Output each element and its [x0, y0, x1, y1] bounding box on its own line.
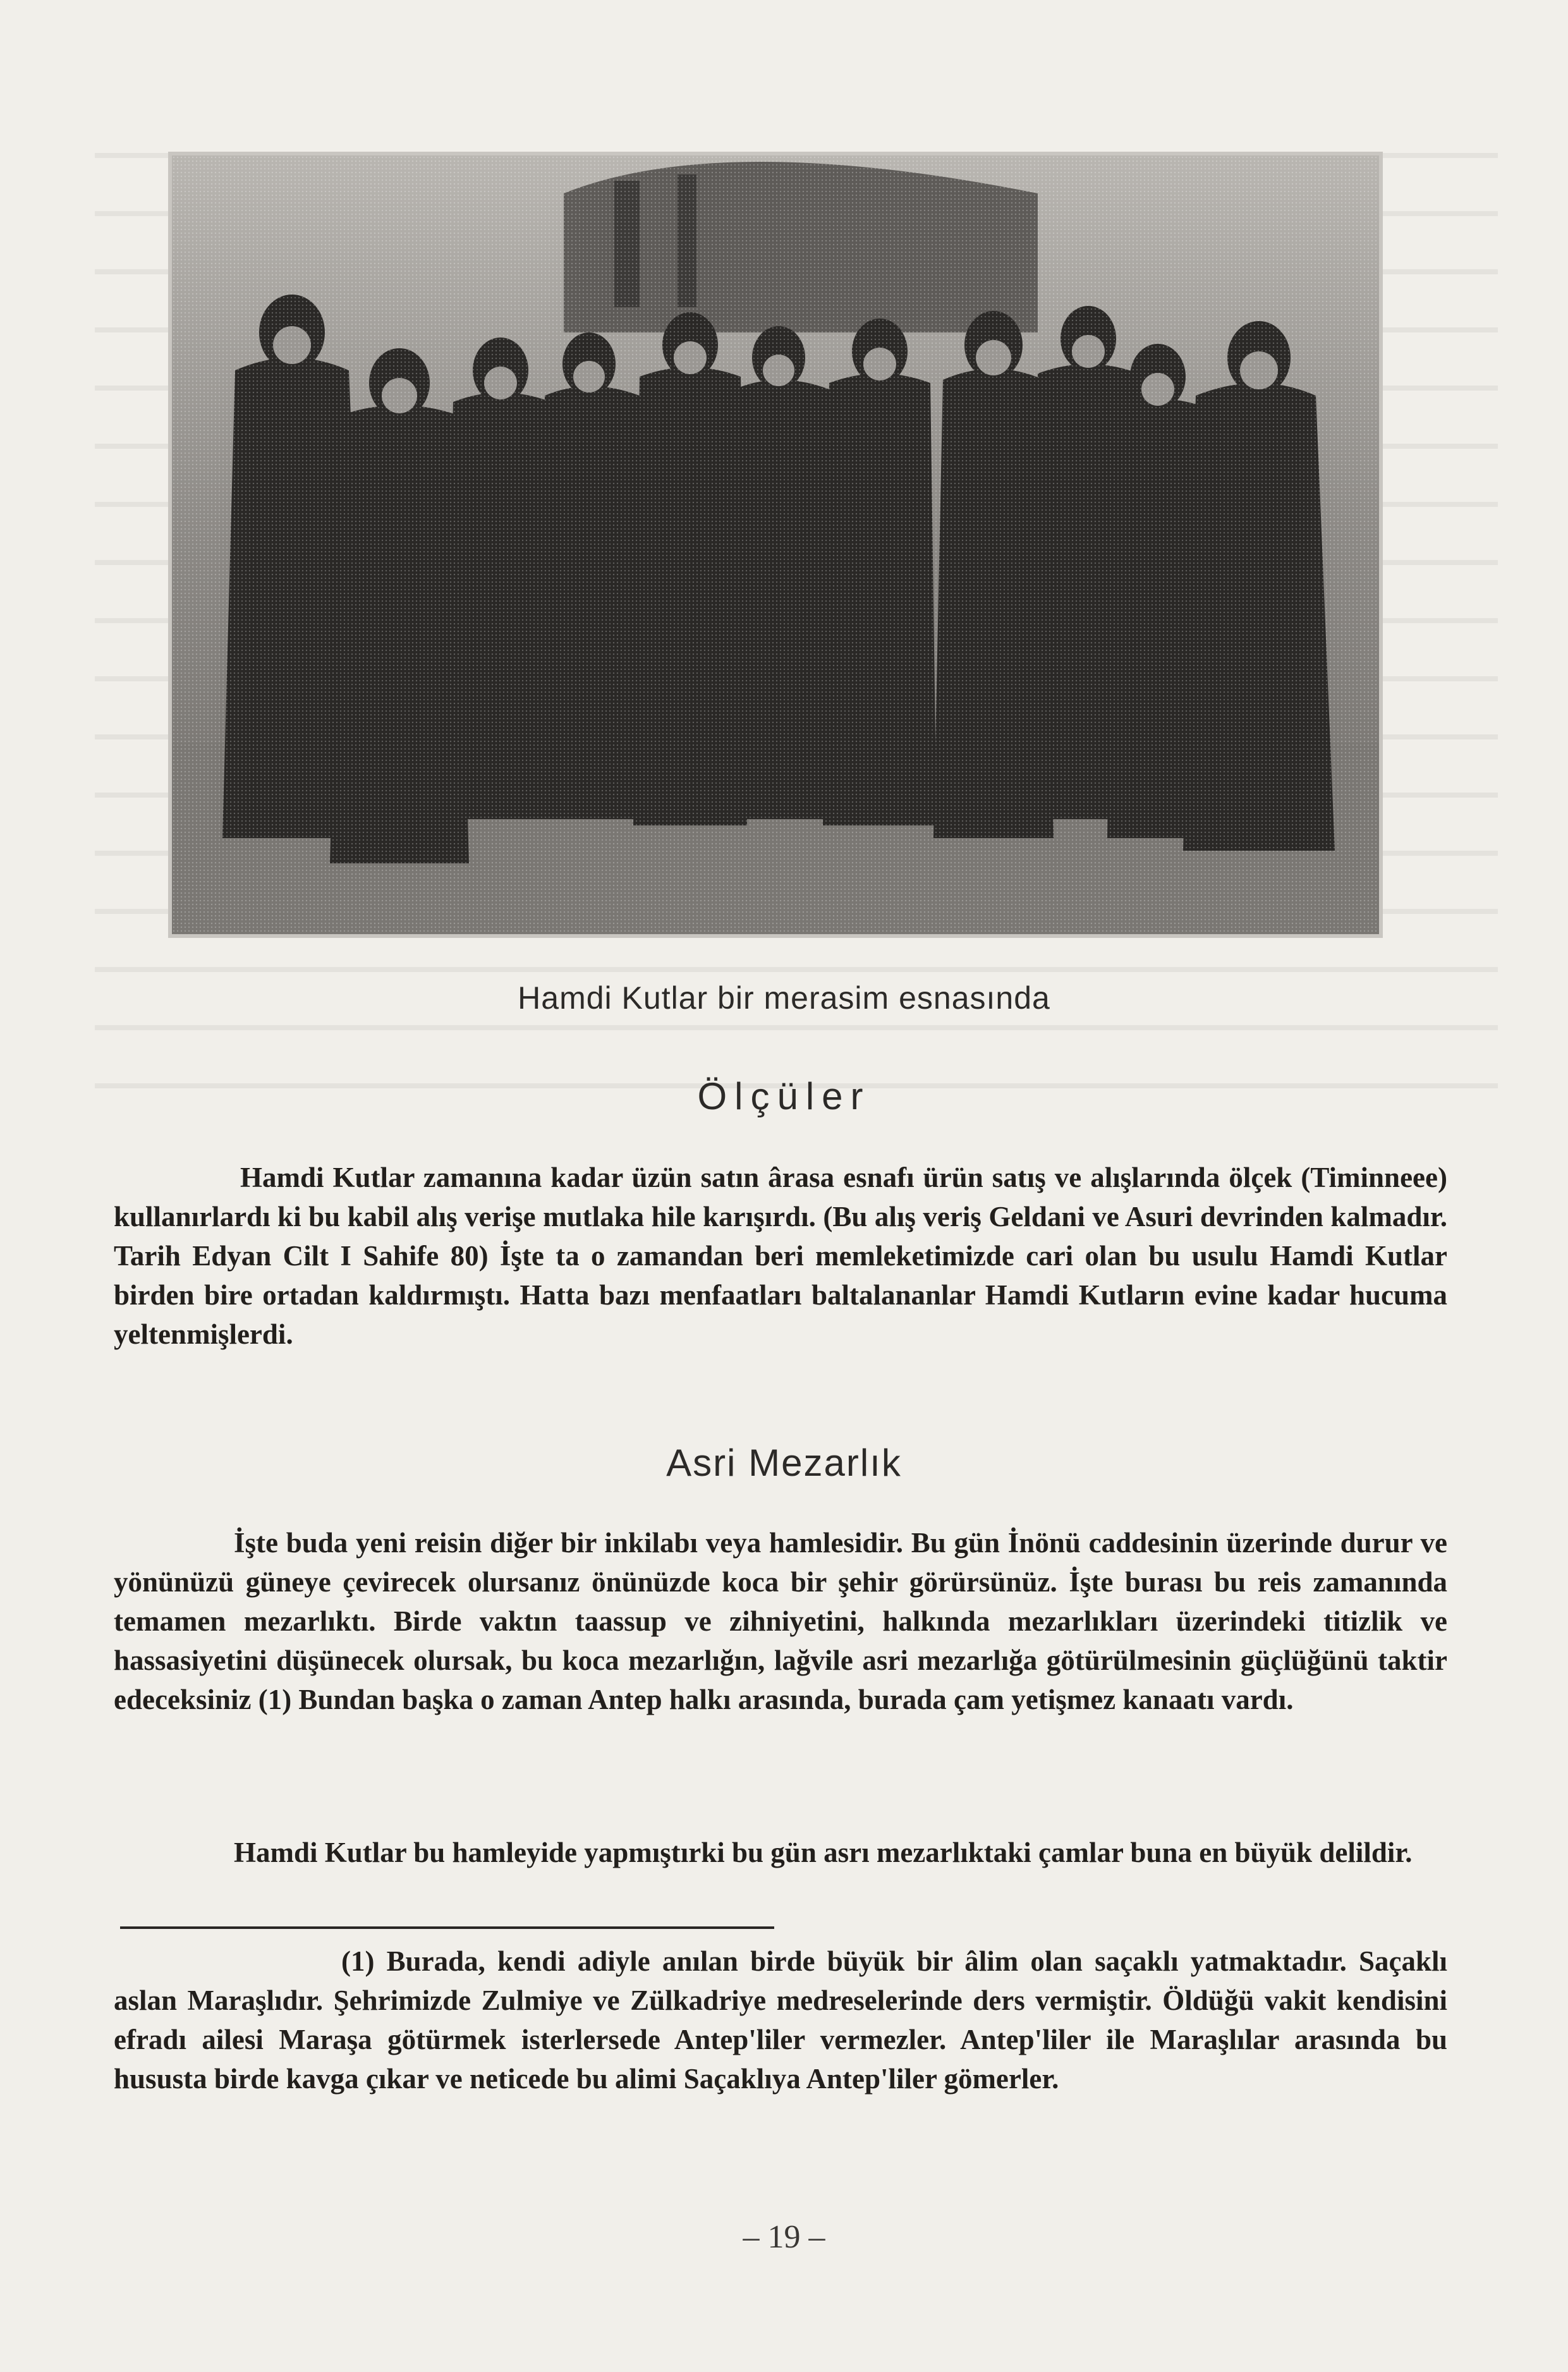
photo-caption: Hamdi Kutlar bir merasim esnasında	[518, 980, 1050, 1016]
paragraph-asri-mezarlik-1: İşte buda yeni reisin diğer bir inkilabı veya hamlesidir. Bu gün İnönü caddesinin üzerinde durur ve yönünüzü güneye çevirecek olursanız önünüzde koca bir şehir görürsünüz. İşte burası bu reis zamanında temamen mezarlıktı. Birde vaktın taassup ve zihniyetini, halkında mezarlıkları üzerindeki titizlik ve hassasiyetini düşünecek olursak, bu koca mezarlığın, lağvile asri mezarlığa götürülmesinin güçlüğünü taktir edeceksiniz (1) Bundan başka o zaman Antep halkı arasında, burada çam yetişmez kanaatı vardı.	[114, 1527, 1447, 1715]
footnote-divider	[120, 1926, 774, 1929]
section-heading-olculer: Ölçüler	[697, 1075, 871, 1117]
section-heading-asri-mezarlik: Asri Mezarlık	[666, 1442, 902, 1484]
paragraph-asri-mezarlik-2: Hamdi Kutlar bu hamleyide yapmıştırki bu gün asrı mezarlıktaki çamlar buna en büyük delildir.	[234, 1837, 1413, 1868]
page-number: – 19 –	[743, 2219, 825, 2255]
paragraph-olculer: Hamdi Kutlar zamanına kadar üzün satın ârasa esnafı ürün satış ve alışlarında ölçek (Timinneee) kullanırlardı ki bu kabil alış verişe mutlaka hile karışırdı. (Bu alış veriş Geldani ve Asuri devrinden kalmadır. Tarih Edyan Cilt I Sahife 80) İşte ta o zamandan beri memleketimizde cari olan bu usulu Hamdi Kutlar birden bire ortadan kaldırmıştı. Hatta bazı menfaatları baltalananlar Hamdi Kutların evine kadar hucuma yeltenmişlerdi.	[114, 1162, 1447, 1350]
footnote: (1) Burada, kendi adiyle anılan birde büyük bir âlim olan saçaklı yatmaktadır. Saçaklı aslan Maraşlıdır. Şehrimizde Zulmiye ve Zülkadriye medreselerinde ders vermiştir. Öldüğü vakit kendisini efradı ailesi Maraşa götürmek isterlersede Antep'liler vermezler. Antep'liler ile Maraşlılar arasında bu hususta birde kavga çıkar ve neticede bu alimi Saçaklıya Antep'liler gömerler.	[114, 1945, 1447, 2095]
group-photo-illustration	[172, 155, 1379, 934]
group-photo	[172, 155, 1379, 934]
